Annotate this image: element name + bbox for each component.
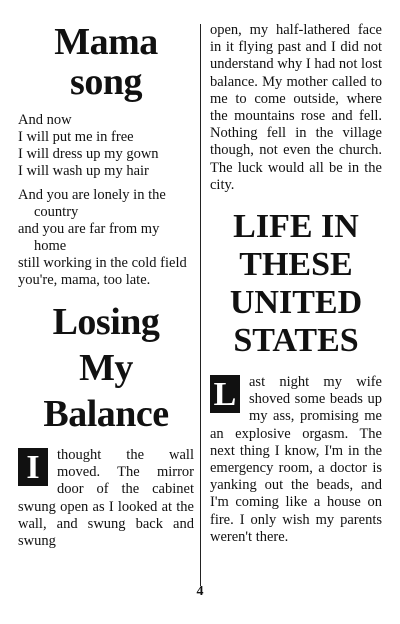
dropcap: L bbox=[210, 375, 240, 413]
story-text: thought the wall moved. The mirror door of the cabinet swung open as I looked at the wall, and swung back and swung bbox=[18, 447, 194, 550]
left-column bbox=[18, 22, 194, 550]
title-line: song bbox=[70, 61, 142, 103]
title-line: Losing bbox=[52, 301, 160, 343]
title-line: Balance bbox=[43, 393, 169, 435]
poem-line: I will put me in free bbox=[18, 129, 134, 145]
poem-line: I will dress up my gown bbox=[18, 146, 159, 162]
right-column bbox=[210, 22, 382, 546]
title-line: LIFE IN bbox=[233, 208, 359, 246]
story-title-losing-my-balance bbox=[18, 299, 194, 437]
story-body-losing-my-balance-part1 bbox=[18, 447, 194, 550]
story-text: ast night my wife shoved some beads up my ass, promising me an explosive orgasm. The next thing I know, I'm in the emergency room, a doctor is yanking out the beads, and I'm coming like a house on fire. I only wish my parents weren't there. bbox=[210, 374, 382, 545]
dropcap: I bbox=[18, 448, 48, 486]
poem-title-mama-song bbox=[18, 22, 194, 102]
title-line: THESE bbox=[239, 246, 353, 284]
poem-stanza bbox=[18, 187, 194, 289]
title-line: UNITED bbox=[229, 284, 363, 322]
poem-line: you're, mama, too late. bbox=[18, 272, 151, 288]
title-line: STATES bbox=[233, 322, 359, 360]
title-line: My bbox=[79, 347, 133, 389]
column-divider bbox=[200, 24, 201, 586]
page-number: 4 bbox=[196, 584, 204, 599]
story-body-life-in-these-united-states bbox=[210, 374, 382, 546]
poem-line: And you are lonely in the country bbox=[18, 187, 166, 220]
poem-stanza bbox=[18, 112, 194, 180]
story-title-life-in-these-united-states bbox=[210, 208, 382, 360]
poem-line: I will wash up my hair bbox=[18, 163, 149, 179]
poem-line: still working in the cold field bbox=[18, 255, 187, 271]
story-body-losing-my-balance-part2: open, my half-lathered face in it flying past and I did not understand why I had not lost balance. My mother called to me to come outside, where the mountains rose and fell. Nothing fell in the village though, not even the church. The luck would all be in the city. bbox=[210, 22, 382, 193]
poem-line: and you are far from my home bbox=[18, 221, 160, 254]
title-line: Mama bbox=[54, 21, 158, 63]
poem-line: And now bbox=[18, 112, 72, 128]
